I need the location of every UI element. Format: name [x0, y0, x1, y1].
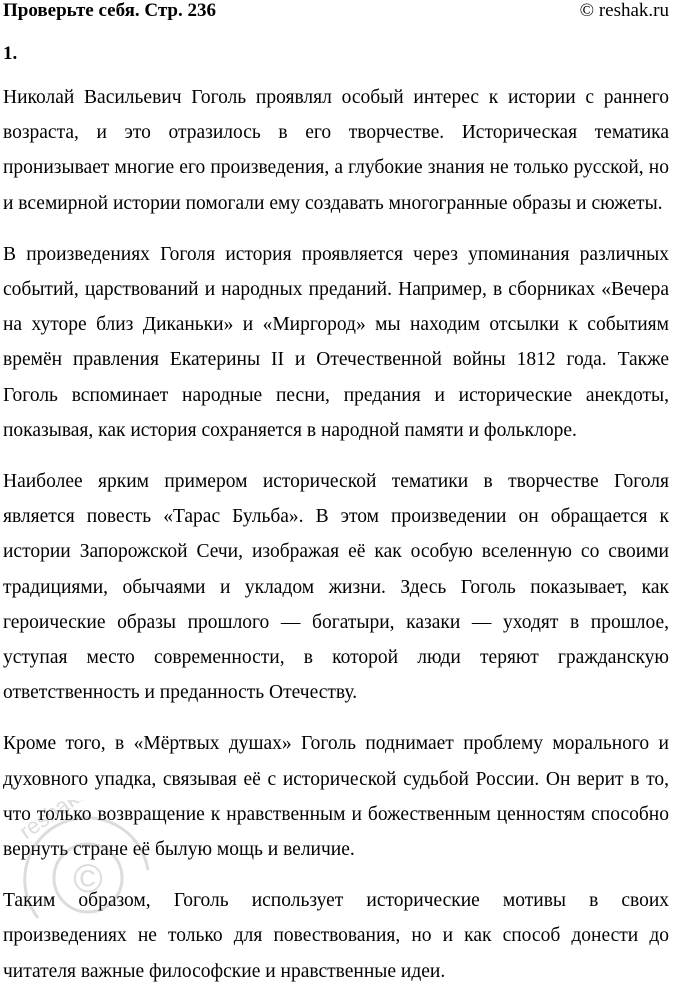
svg-text:©: ©: [73, 857, 103, 901]
paragraph-4: Кроме того, в «Мёртвых душах» Гоголь поднимает проблему морального и духовного упадка, связывая её с исторической судьбой России. Он верит в то, что только возвращение к нравственным и божественным ценностям способно вернуть стране её былую мощь и величие.: [3, 733, 669, 861]
answer-text: [3, 80, 669, 1005]
page-title: Проверьте себя. Стр. 236: [3, 0, 216, 21]
paragraph-1: Николай Васильевич Гоголь проявлял особый интерес к истории с раннего возраста, и это отразилось в его творчестве. Историческая тематика пронизывает многие его произведения, а глубокие знания не только русской, но и всемирной истории помогали ему создавать многогранные образы и сюжеты.: [3, 87, 669, 214]
page-header: [0, 0, 675, 26]
svg-text:reshak.ru: reshak.ru: [14, 800, 104, 845]
site-credit[interactable]: © reshak.ru: [579, 0, 669, 21]
paragraph-5: Таким образом, Гоголь использует исторические мотивы в своих произведениях не только для повествования, но и как способ донести до читателя важные философские и нравственные идеи.: [3, 890, 669, 982]
paragraph-3: Наиболее ярким примером исторической тематики в творчестве Гоголя является повесть «Тарас Бульба». В этом произведении он обращается к истории Запорожской Сечи, изображая её как особую вселенную со своими традициями, обычаями и укладом жизни. Здесь Гоголь показывает, как героические образы прошлого — богатыри, казаки — уходят в прошлое, уступая место современности, в которой люди теряют гражданскую ответственность и преданность Отечеству.: [3, 471, 669, 704]
paragraph-2: В произведениях Гоголя история проявляется через упоминания различных событий, царствований и народных преданий. Например, в сборниках «Вечера на хуторе близ Диканьки» и «Миргород» мы находим отсылки к событиям времён правления Екатерины II и Отечественной войны 1812 года. Также Гоголь вспоминает народные песни, предания и исторические анекдоты, показывая, как история сохраняется в народной памяти и фольклоре.: [3, 243, 669, 441]
task-number: 1.: [3, 43, 18, 64]
